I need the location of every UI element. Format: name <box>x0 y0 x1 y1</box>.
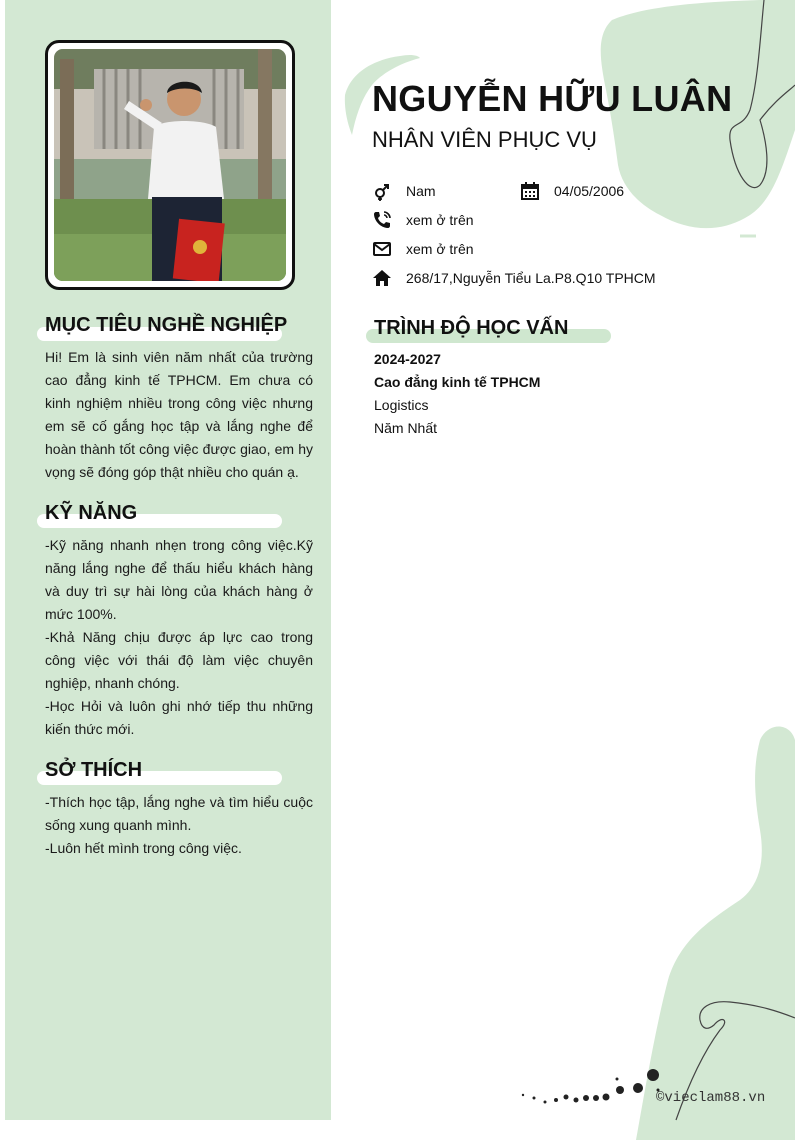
education-title: TRÌNH ĐỘ HỌC VẤN <box>374 317 569 339</box>
watermark: ©vieclam88.vn <box>656 1090 766 1106</box>
gender-value: Nam <box>406 183 436 199</box>
home-icon <box>372 268 394 288</box>
birthday-value: 04/05/2006 <box>554 183 625 199</box>
full-name: NGUYỄN HỮU LUÂN <box>372 78 733 119</box>
hobby-item: -Luôn hết mình trong công việc. <box>45 840 242 856</box>
skill-item: -Học Hỏi và luôn ghi nhớ tiếp thu những kiến thức mới. <box>45 698 313 737</box>
education-major: Logistics <box>374 397 429 413</box>
email-row <box>372 241 572 259</box>
skills-list <box>45 534 313 741</box>
hobbies-list <box>45 791 313 860</box>
email-value: xem ở trên <box>406 241 474 257</box>
gender-row <box>372 183 512 201</box>
phone-value: xem ở trên <box>406 212 474 228</box>
profile-photo-frame <box>45 40 295 290</box>
calendar-icon <box>520 181 542 201</box>
education-period: 2024-2027 <box>374 351 441 367</box>
gender-icon <box>372 181 394 201</box>
skill-item: -Kỹ năng nhanh nhẹn trong công việc.Kỹ năng lắng nghe để thấu hiểu khách hàng và duy trì sự hài lòng của khách hàng ở mức 100%. <box>45 537 313 622</box>
objective-text <box>45 346 313 484</box>
address-row <box>372 270 672 288</box>
profile-photo <box>54 49 286 281</box>
skill-item: -Khả Năng chịu được áp lực cao trong công việc với thái độ làm việc chuyên nghiệp, nhanh chóng. <box>45 629 313 691</box>
mail-icon <box>372 239 394 259</box>
education-school: Cao đẳng kinh tế TPHCM <box>374 374 541 390</box>
job-title: NHÂN VIÊN PHỤC VỤ <box>372 127 597 152</box>
skills-title: KỸ NĂNG <box>45 502 138 524</box>
objective-title: MỤC TIÊU NGHỀ NGHIỆP <box>45 314 288 336</box>
phone-row <box>372 212 572 230</box>
birthday-row <box>520 183 680 201</box>
address-value: 268/17,Nguyễn Tiểu La.P8.Q10 TPHCM <box>406 270 656 286</box>
objective-paragraph: Hi! Em là sinh viên năm nhất của trường cao đẳng kinh tế TPHCM. Em chưa có kinh nghiệm nhiều trong công việc nhưng em sẽ cố gắng học tập và lắng nghe để hoàn thành tốt công việc được giao, em hy vọng sẽ đóng góp thật nhiều cho quán ạ. <box>45 349 313 480</box>
hobby-item: -Thích học tập, lắng nghe và tìm hiểu cuộc sống xung quanh mình. <box>45 794 313 833</box>
education-year: Năm Nhất <box>374 420 438 436</box>
hobbies-title: SỞ THÍCH <box>45 759 143 781</box>
phone-icon <box>372 210 394 230</box>
